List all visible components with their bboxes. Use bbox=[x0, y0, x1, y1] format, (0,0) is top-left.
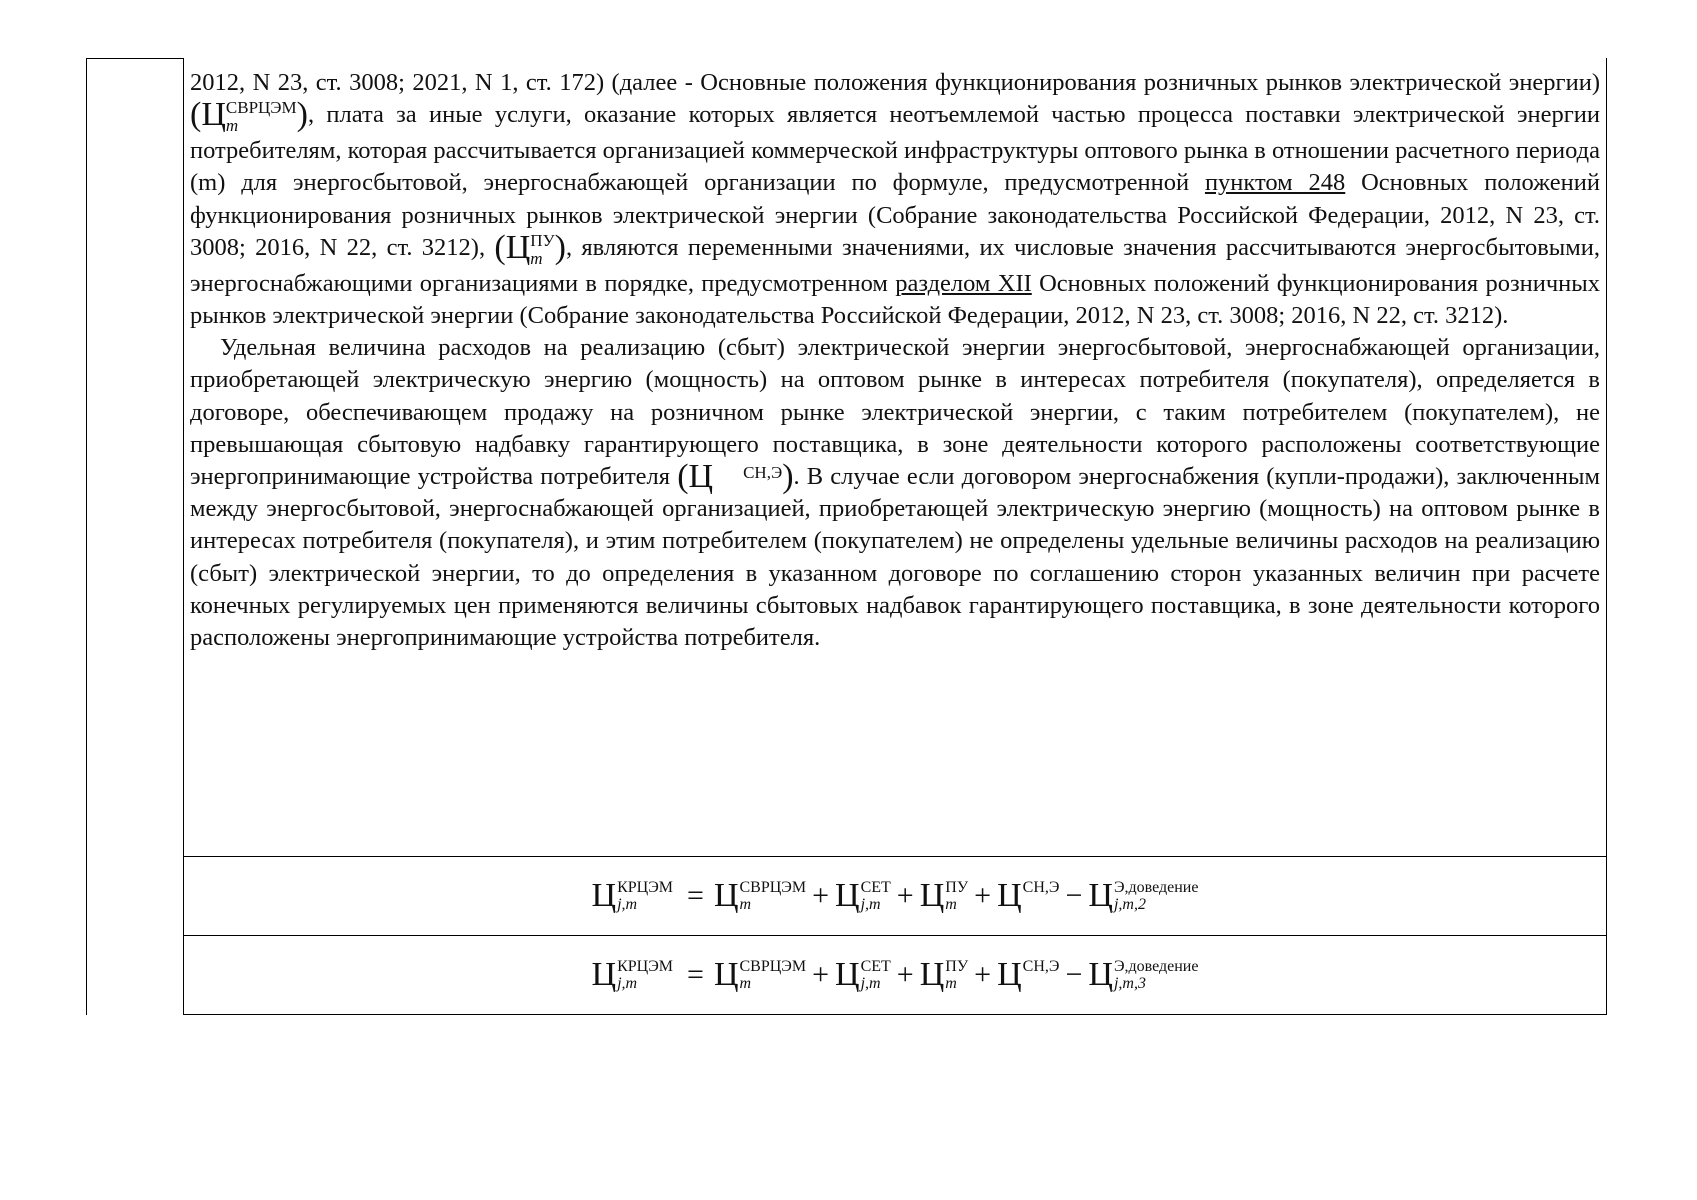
paragraph-2-text-1: Удельная величина расходов на реализацию (сбыт) электрической энергии энергосбытовой, энергоснабжающей организации, приобретающей электрическую энергию (мощность) на оптовом рынке в интересах потребителя (покупателя), определяется в договоре, обеспечивающем продажу на розничном рынке электрической энергии, с таким потребителем (покупателем), не превышающая сбытовую надбавку гарантирующего поставщика, в зоне деятельности которого расположены соответствующие энергопринимающие устройства потребителя bbox=[190, 334, 1600, 491]
text-cell bbox=[184, 58, 1606, 856]
paragraph-2-text-2: . В случае если договором энергоснабжения (купли-продажи), заключенным между энергосбытовой, энергоснабжающей организацией, приобретающей электрическую энергию (мощность) на оптовом рынке в интересах потребителя (покупателя), и этим потребителем (покупателем) не определены удельные величины расходов на реализацию (сбыт) электрической энергии, то до определения в указанном договоре по соглашению сторон указанных величин при расчете конечных регулируемых цен применяются величины сбытовых надбавок гарантирующего поставщика, в зоне деятельности которого расположены энергопринимающие устройства потребителя. bbox=[190, 463, 1600, 652]
formula-2: Ц КРЦЭМ j,m = Ц СВРЦЭМ m + Ц СЕТ j,m + Ц ПУ m + Ц СН,Э − Ц Э,доведение j,m,3 bbox=[591, 956, 1199, 993]
formula-row-1 bbox=[184, 856, 1606, 935]
symbol-c-sn-e: (Ц СН,Э ) bbox=[677, 458, 794, 496]
link-razdel-xii[interactable]: разделом XII bbox=[895, 269, 1032, 297]
link-punkt-248[interactable]: пунктом 248 bbox=[1204, 169, 1346, 197]
formula-row-2 bbox=[184, 935, 1606, 1014]
symbol-c-pu: (Ц ПУ m ) bbox=[494, 228, 566, 268]
paragraph-1-text-5: Основных положений функционирования розничных рынков электрической энергии (Собрание законодательства Российской Федерации, 2012, N 23, ст. 3008; 2016, N 22, ст. 3212). bbox=[190, 269, 1601, 330]
paragraph-1-text-3: Основных положений функционирования розничных рынков электрической энергии (Собрание законодательства Российской Федерации, 2012, N 23, ст. 3008; 2016, N 22, ст. 3212), bbox=[190, 169, 1600, 261]
symbol-c-svrcem: (Ц СВРЦЭМ m ) bbox=[190, 96, 308, 136]
paragraph-1-text-1: 2012, N 23, ст. 3008; 2021, N 1, ст. 172) (далее - Основные положения функционирования розничных рынков электрической энергии) bbox=[190, 69, 1600, 96]
table-left-column bbox=[86, 58, 184, 1015]
table-right-column bbox=[183, 58, 1607, 1015]
formula-1: Ц КРЦЭМ j,m = Ц СВРЦЭМ m + Ц СЕТ j,m + Ц ПУ m + Ц СН,Э − Ц Э,доведение j,m,2 bbox=[591, 877, 1199, 914]
paragraph-2 bbox=[190, 332, 1600, 654]
paragraph-1-text-2: , плата за иные услуги, оказание которых является неотъемлемой частью процесса поставки электрической энергии потребителям, которая рассчитывается организацией коммерческой инфраструктуры оптового рынка в отношении расчетного периода (m) для энергосбытовой, энергоснабжающей организации по формуле, предусмотренной bbox=[190, 101, 1600, 197]
document-table bbox=[86, 58, 1605, 1014]
paragraph-1-text-4: , являются переменными значениями, их числовые значения рассчитываются энергосбытовыми, энергоснабжающими организациями в порядке, предусмотренном bbox=[190, 233, 1600, 297]
paragraph-1 bbox=[190, 67, 1600, 332]
